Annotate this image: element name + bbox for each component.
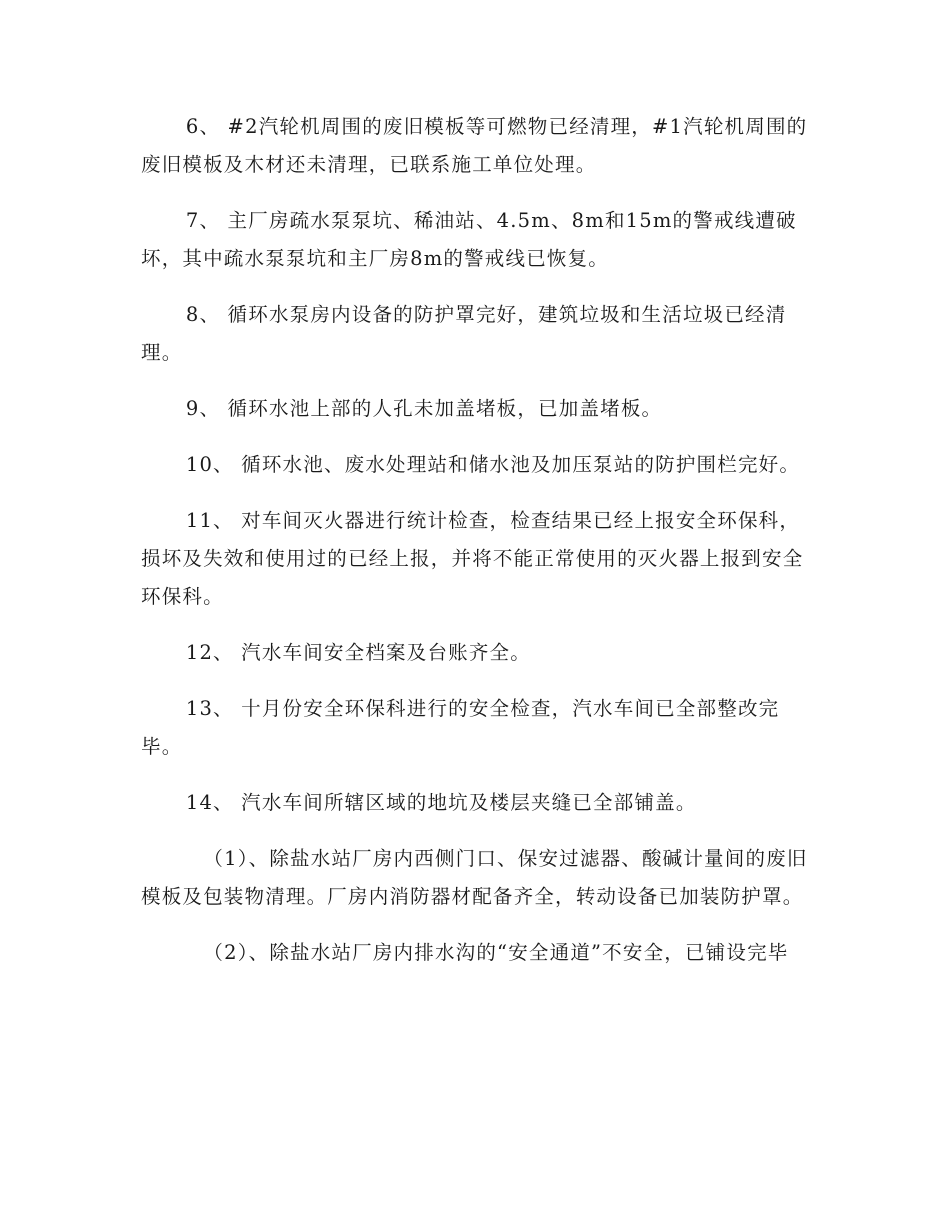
- sub-paragraph-2: （2）、除盐水站厂房内排水沟的“安全通道”不安全，已铺设完毕: [203, 941, 789, 964]
- paragraph-item-6: 6、 #2汽轮机周围的废旧模板等可燃物已经清理，#1汽轮机周围的废旧模板及木材还未清理，已联系施工单位处理。: [141, 115, 808, 176]
- paragraph-item-8: 8、 循环水泵房内设备的防护罩完好，建筑垃圾和生活垃圾已经清理。: [141, 303, 787, 364]
- paragraph-item-14: 14、 汽水车间所辖区域的地坑及楼层夹缝已全部铺盖。: [185, 791, 697, 814]
- document-body: [141, 108, 811, 990]
- paragraph-item-11: 11、 对车间灭火器进行统计检查，检查结果已经上报安全环保科，损坏及失效和使用过的已经上报，并将不能正常使用的灭火器上报到安全环保科。: [141, 509, 804, 608]
- paragraph-item-12: 12、 汽水车间安全档案及台账齐全。: [185, 641, 531, 664]
- paragraph-item-13: 13、 十月份安全环保科进行的安全检查，汽水车间已全部整改完毕。: [141, 697, 780, 758]
- paragraph-item-9: 9、 循环水池上部的人孔未加盖堵板，已加盖堵板。: [185, 397, 663, 420]
- sub-paragraph-1: （1）、除盐水站厂房内西侧门口、保安过滤器、酸碱计量间的废旧模板及包装物清理。厂房内消防器材配备齐全，转动设备已加装防护罩。: [141, 847, 808, 908]
- paragraph-item-10: 10、 循环水池、废水处理站和储水池及加压泵站的防护围栏完好。: [185, 453, 801, 476]
- paragraph-item-7: 7、 主厂房疏水泵泵坑、稀油站、4.5m、8m和15m的警戒线遭破坏，其中疏水泵泵坑和主厂房8m的警戒线已恢复。: [141, 209, 797, 270]
